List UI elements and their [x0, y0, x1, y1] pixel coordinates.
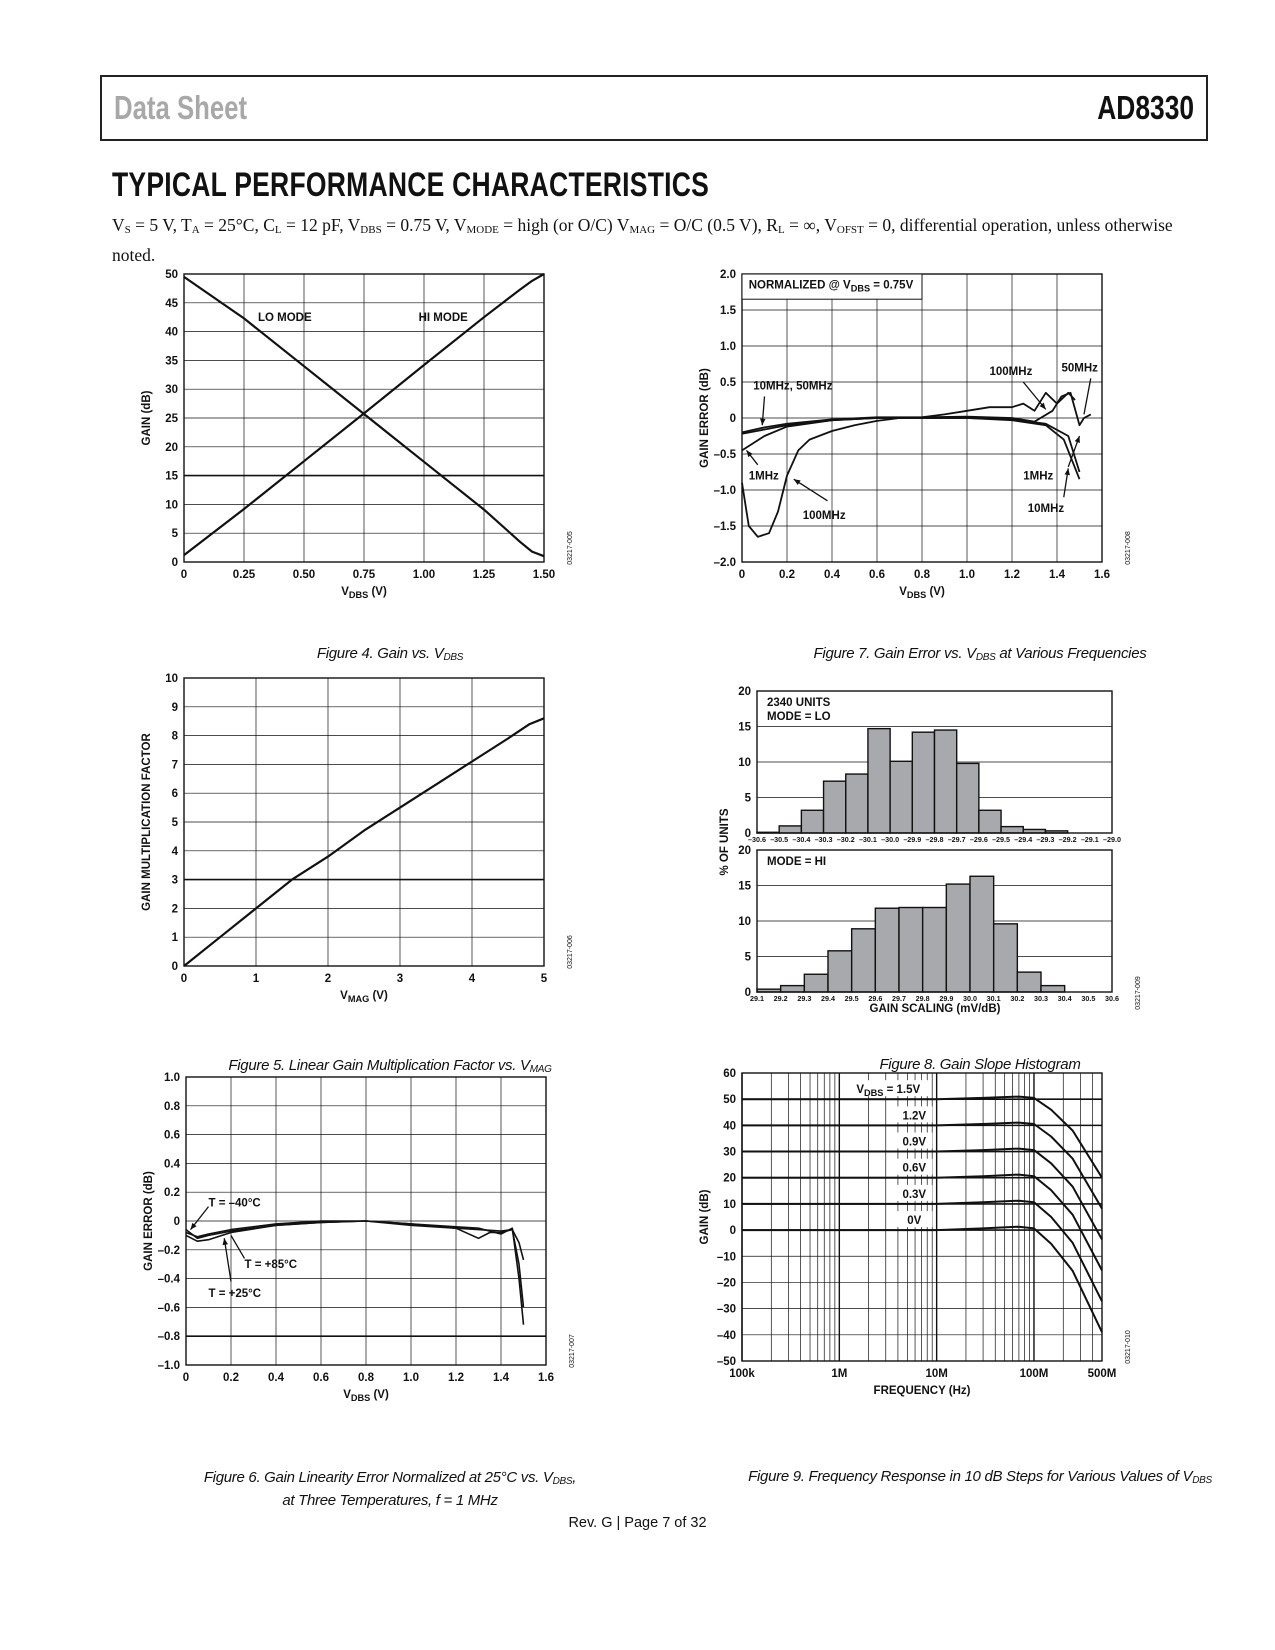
fig7-y-tick-label: 2.0 — [720, 269, 736, 281]
fig8-x-tick-label: –30.6 — [748, 835, 766, 844]
fig6-annotation: T = –40°C — [208, 1197, 261, 1210]
fig8-x-tick-label: 30.3 — [1034, 994, 1048, 1003]
fig8-bar — [923, 908, 947, 992]
fig8-panel-label: MODE = LO — [767, 711, 831, 723]
fig6-y-tick-label: 0.4 — [164, 1158, 180, 1171]
fig7-y-tick-label: –1.5 — [713, 521, 736, 533]
label-part: = 1.5V — [883, 1084, 921, 1097]
fig9-x-tick-label: 100M — [1019, 1368, 1049, 1380]
fig6-y-tick-label: –1.0 — [157, 1360, 180, 1372]
fig5-y-tick-label: 2 — [171, 903, 178, 916]
fig7-x-tick-label: 0.4 — [824, 569, 840, 581]
fig6-y-axis-label: GAIN ERROR (dB) — [143, 1171, 155, 1271]
fig5-x-tick-label: 0 — [180, 973, 188, 985]
fig8-bar — [801, 810, 823, 833]
fig8-bar — [804, 974, 828, 992]
fig8-figure-code: 03217-009 — [1135, 976, 1142, 1010]
fig5-y-tick-label: 4 — [171, 845, 178, 858]
fig4-y-tick-label: 25 — [165, 413, 178, 425]
fig5-x-tick-label: 4 — [468, 973, 476, 985]
fig7-y-tick-label: –2.0 — [713, 557, 736, 569]
fig7-y-axis-label: GAIN ERROR (dB) — [699, 368, 711, 468]
fig8-x-tick-label: –29.0 — [1103, 835, 1121, 844]
fig7-y-tick-label: –1.0 — [713, 485, 736, 497]
fig4-y-tick-label: 0 — [171, 557, 178, 569]
fig9-y-tick-label: 10 — [723, 1198, 736, 1211]
label-subscript: DBS — [348, 590, 369, 600]
figure-5-caption: Figure 5. Linear Gain Multiplication Factor vs. $V_{MAG}$ — [228, 1057, 552, 1075]
fig7-y-tick-label: 1.0 — [720, 341, 736, 353]
fig6-figure-code: 03217-007 — [569, 1334, 576, 1368]
fig6-y-tick-label: –0.2 — [157, 1244, 180, 1257]
fig7-arrow-head — [1075, 436, 1080, 443]
fig8-y-tick-label: 0 — [744, 987, 751, 999]
fig9-level-label: 0.6V — [902, 1162, 927, 1175]
fig6-arrow — [224, 1238, 231, 1281]
fig8-bar — [1017, 972, 1041, 992]
fig4-annotation: HI MODE — [418, 312, 468, 325]
fig8-x-tick-label: –29.5 — [992, 835, 1011, 844]
fig4-y-tick-label: 45 — [165, 297, 178, 310]
fig4-x-tick-label: 0.25 — [232, 569, 256, 581]
fig7-y-tick-label: –0.5 — [713, 449, 736, 461]
fig6-y-tick-label: –0.4 — [157, 1273, 180, 1286]
fig8-x-tick-label: –29.2 — [1058, 835, 1077, 844]
fig8-x-tick-label: 29.8 — [915, 994, 930, 1003]
fig7-leader — [1084, 378, 1091, 414]
fig4-x-tick-label: 1.50 — [532, 569, 556, 581]
fig8-bar — [970, 876, 994, 992]
fig4-y-tick-label: 35 — [165, 355, 178, 368]
fig6-x-axis-label — [343, 1389, 389, 1403]
fig6-x-tick-label: 0 — [182, 1372, 190, 1384]
fig4-x-axis-label — [341, 586, 387, 600]
fig7-x-tick-label: 0 — [738, 569, 746, 581]
fig7-normalization-note — [749, 279, 914, 293]
fig7-x-tick-label: 0.6 — [869, 569, 885, 581]
fig9-y-tick-label: 50 — [723, 1094, 736, 1107]
page-footer: Rev. G | Page 7 of 32 — [568, 1515, 707, 1531]
fig9-level-label: 0.9V — [902, 1136, 927, 1149]
fig6-chart — [143, 1072, 576, 1403]
fig7-arrow-head — [760, 419, 765, 426]
fig4-figure-code: 03217-005 — [567, 531, 574, 565]
label-part: (V) — [368, 586, 387, 598]
label-part: V — [343, 1389, 351, 1401]
fig6-leader — [231, 1235, 245, 1258]
fig8-x-tick-label: –29.4 — [1014, 835, 1033, 844]
fig4-y-tick-label: 50 — [165, 269, 178, 281]
fig8-bar — [781, 986, 805, 992]
fig4-x-tick-label: 1.00 — [412, 569, 436, 581]
fig8-x-tick-label: –29.6 — [969, 835, 988, 844]
figure-4-caption: Figure 4. Gain vs. $V_{DBS}$ — [316, 645, 464, 663]
fig7-y-tick-label: 0 — [729, 413, 736, 425]
fig9-series-0v — [742, 1227, 1102, 1333]
label-subscript: DBS — [850, 283, 871, 294]
fig4-y-axis-label: GAIN (dB) — [141, 390, 153, 446]
fig6-annotation: T = +25°C — [208, 1288, 262, 1300]
fig4-y-tick-label: 40 — [165, 326, 178, 339]
fig5-series-gain-factor — [184, 718, 544, 966]
fig8-x-tick-label: –29.8 — [925, 835, 944, 844]
fig9-y-axis-label: GAIN (dB) — [699, 1189, 711, 1245]
fig8-x-tick-label: –29.3 — [1036, 835, 1055, 844]
fig6-y-tick-label: 1.0 — [164, 1072, 180, 1084]
fig7-annotation: 10MHz — [1027, 503, 1065, 515]
fig5-figure-code: 03217-006 — [567, 935, 574, 969]
fig4-y-tick-label: 15 — [165, 470, 178, 483]
fig5-y-tick-label: 0 — [171, 961, 178, 973]
fig8-x-tick-label: –29.7 — [947, 835, 966, 844]
label-subscript: MAG — [347, 994, 370, 1004]
fig8-x-tick-label: 29.6 — [868, 994, 883, 1003]
fig7-x-tick-label: 1.4 — [1049, 569, 1065, 581]
fig8-x-tick-label: 29.9 — [939, 994, 954, 1003]
fig4-x-tick-label: 0 — [180, 569, 188, 581]
fig8-x-tick-label: 30.1 — [986, 994, 1001, 1003]
label-part: = 0.75V — [870, 279, 914, 292]
fig8-bar — [868, 729, 890, 833]
fig4-y-tick-label: 5 — [171, 528, 178, 541]
fig6-series — [186, 1221, 524, 1260]
fig8-bar — [1001, 827, 1023, 833]
fig6-x-tick-label: 1.6 — [538, 1372, 554, 1384]
fig8-bar — [1041, 986, 1065, 992]
fig8-bar — [852, 929, 876, 992]
fig9-y-tick-label: 60 — [723, 1068, 736, 1080]
label-part: V — [341, 586, 349, 598]
fig8-x-tick-label: 29.1 — [750, 994, 764, 1003]
fig8-bar — [946, 884, 970, 992]
label-subscript: DBS — [864, 1088, 884, 1099]
fig8-bar — [890, 761, 912, 833]
fig9-level-label: 0.3V — [902, 1188, 927, 1201]
fig7-y-tick-label: 0.5 — [720, 377, 736, 389]
fig8-x-tick-label: –30.4 — [792, 835, 811, 844]
fig8-bar — [935, 730, 957, 833]
fig4-x-tick-label: 0.50 — [292, 569, 316, 581]
fig5-y-tick-label: 10 — [165, 673, 178, 685]
fig8-bar — [875, 908, 899, 992]
label-part: NORMALIZED @ V — [748, 279, 851, 292]
fig8-bar — [846, 774, 868, 833]
fig6-x-tick-label: 1.0 — [403, 1372, 419, 1384]
fig9-level-label: 1.2V — [902, 1110, 927, 1123]
fig5-y-tick-label: 1 — [171, 932, 178, 945]
fig5-y-tick-label: 7 — [171, 759, 178, 772]
fig9-y-tick-label: 20 — [723, 1172, 736, 1185]
fig8-y-tick-label: 5 — [744, 951, 751, 964]
fig7-annotation: 100MHz — [989, 366, 1033, 379]
fig5-y-axis-label: GAIN MULTIPLICATION FACTOR — [141, 733, 153, 911]
fig5-x-tick-label: 2 — [324, 973, 332, 985]
fig9-y-tick-label: 40 — [723, 1120, 736, 1133]
fig6-x-tick-label: 1.2 — [448, 1372, 464, 1384]
label-subscript: DBS — [906, 590, 927, 600]
fig6-y-tick-label: –0.6 — [157, 1302, 180, 1315]
fig8-y-tick-label: 0 — [744, 828, 751, 840]
fig6-x-tick-label: 0.6 — [313, 1372, 329, 1384]
fig8-x-tick-label: 30.4 — [1057, 994, 1072, 1003]
fig6-x-tick-label: 0.2 — [223, 1372, 239, 1384]
header-doc-type: Data Sheet — [114, 89, 248, 126]
fig8-x-tick-label: 29.4 — [821, 994, 835, 1003]
fig9-y-tick-label: –30 — [716, 1303, 736, 1316]
fig9-x-tick-label: 10M — [925, 1368, 948, 1380]
fig8-y-axis-label: % OF UNITS — [719, 808, 731, 876]
fig8-bar — [828, 951, 852, 992]
fig4-y-tick-label: 10 — [165, 499, 178, 512]
fig9-x-tick-label: 500M — [1087, 1368, 1117, 1380]
fig7-series-100mhz — [742, 393, 1075, 537]
fig8-y-tick-label: 15 — [738, 880, 751, 893]
fig8-x-axis-label: GAIN SCALING (mV/dB) — [869, 1003, 1001, 1015]
fig7-annotation: 50MHz — [1061, 362, 1098, 375]
fig8-y-tick-label: 5 — [744, 792, 751, 805]
fig6-arrow-head — [223, 1238, 228, 1245]
fig6-y-tick-label: 0.8 — [164, 1100, 180, 1113]
fig8-x-tick-label: –30.3 — [814, 835, 833, 844]
fig6-y-tick-label: –0.8 — [157, 1331, 180, 1344]
fig7-x-tick-label: 0.8 — [914, 569, 930, 581]
fig9-x-tick-label: 1M — [831, 1368, 848, 1380]
fig9-y-tick-label: 0 — [729, 1225, 736, 1238]
fig7-y-tick-label: 1.5 — [720, 305, 736, 317]
fig7-annotation: 10MHz, 50MHz — [753, 380, 833, 393]
fig4-annotation: LO MODE — [257, 312, 312, 325]
fig6-y-tick-label: 0.6 — [164, 1129, 180, 1142]
fig8-bar — [994, 924, 1018, 992]
fig7-figure-code: 03217-008 — [1125, 531, 1132, 565]
fig7-annotation: 1MHz — [1023, 470, 1054, 483]
fig5-x-axis-label — [340, 990, 388, 1004]
label-part: (V) — [370, 1389, 389, 1401]
fig9-level-label: 0V — [907, 1215, 922, 1228]
fig9-x-tick-label: 100k — [729, 1368, 755, 1380]
fig5-y-tick-label: 6 — [171, 788, 178, 801]
fig8-y-tick-label: 15 — [738, 721, 751, 734]
figure-6-caption: Figure 6. Gain Linearity Error Normalized at 25°C vs. $V_{DBS}$, at Three Temperatures, f = 1 MHz — [203, 1469, 577, 1509]
fig8-x-tick-label: –30.1 — [858, 835, 877, 844]
fig5-y-tick-label: 9 — [171, 701, 178, 714]
fig8-y-tick-label: 10 — [738, 757, 751, 769]
fig5-y-tick-label: 5 — [171, 817, 178, 829]
section-title: TYPICAL PERFORMANCE CHARACTERISTICS — [112, 166, 710, 204]
fig8-bar — [912, 732, 934, 833]
fig8-x-tick-label: 30.5 — [1081, 994, 1096, 1003]
fig9-y-tick-label: –20 — [716, 1277, 736, 1290]
fig5-x-tick-label: 1 — [252, 973, 260, 985]
label-part: (V) — [926, 586, 945, 598]
fig8-panel-label: 2340 UNITS — [767, 697, 831, 709]
fig8-panel-label: MODE = HI — [767, 856, 827, 868]
fig5-y-tick-label: 3 — [171, 874, 178, 887]
fig8-y-tick-label: 20 — [738, 686, 751, 698]
fig8-bar — [899, 908, 923, 992]
fig8-x-tick-label: 29.5 — [844, 994, 859, 1003]
fig7-arrow-head — [1065, 468, 1070, 475]
figure-9-caption: Figure 9. Frequency Response in 10 dB Steps for Various Values of $V_{DBS}$ — [748, 1468, 1212, 1486]
fig8-chart — [719, 686, 1142, 1015]
fig4-chart — [141, 269, 574, 600]
fig6-y-tick-label: 0 — [173, 1216, 180, 1228]
fig9-y-tick-label: 30 — [723, 1146, 736, 1159]
fig8-bar — [779, 826, 801, 833]
label-part: V — [899, 586, 907, 598]
fig7-x-tick-label: 1.6 — [1094, 569, 1110, 581]
fig4-x-tick-label: 1.25 — [472, 569, 496, 581]
fig8-bar — [824, 781, 846, 833]
fig9-chart — [699, 1068, 1132, 1397]
fig8-x-tick-label: 30.0 — [963, 994, 977, 1003]
figure-8-caption: Figure 8. Gain Slope Histogram — [879, 1056, 1081, 1073]
fig9-y-tick-label: –10 — [716, 1251, 736, 1264]
fig8-y-tick-label: 10 — [738, 916, 751, 928]
fig8-x-tick-label: 29.3 — [797, 994, 812, 1003]
fig8-x-tick-label: –29.1 — [1080, 835, 1099, 844]
fig8-y-tick-label: 20 — [738, 845, 751, 857]
fig5-x-tick-label: 5 — [540, 973, 548, 985]
test-conditions: $V_S = 5$ V, $T_A = 25^\circ C$, $C_L = 12$ pF, $V_{DBS} = 0.75$ V, $V_{MODE}$ = high (or O/C) $V_{MAG} = O/C$ (0.5 V), $R_L$ = ∞, $V_{OFST} = 0$, differential operation, unless otherwise noted. — [112, 215, 1173, 265]
fig8-x-tick-label: –30.5 — [770, 835, 789, 844]
fig8-x-tick-label: 29.7 — [892, 994, 906, 1003]
label-part: V — [856, 1084, 865, 1097]
fig6-x-tick-label: 1.4 — [493, 1372, 509, 1384]
fig7-x-tick-label: 0.2 — [779, 569, 795, 581]
fig6-y-tick-label: 0.2 — [164, 1187, 180, 1200]
fig4-y-tick-label: 20 — [165, 441, 178, 454]
fig6-annotation: T = +85°C — [244, 1259, 298, 1272]
label-part: (V) — [369, 990, 388, 1002]
fig4-y-tick-label: 30 — [165, 384, 178, 397]
label-part: V — [340, 990, 348, 1002]
fig9-y-tick-label: –50 — [716, 1356, 736, 1368]
fig8-x-tick-label: –30.2 — [836, 835, 855, 844]
fig7-annotation: 100MHz — [802, 510, 846, 523]
fig4-x-tick-label: 0.75 — [352, 569, 376, 581]
fig8-x-tick-label: 30.6 — [1105, 994, 1119, 1003]
fig8-bar — [979, 810, 1001, 833]
label-subscript: DBS — [350, 1393, 371, 1403]
fig8-x-tick-label: 30.2 — [1010, 994, 1025, 1003]
fig5-y-tick-label: 8 — [171, 730, 178, 743]
fig5-x-tick-label: 3 — [396, 973, 404, 985]
fig7-chart — [699, 269, 1132, 600]
fig8-x-tick-label: 29.2 — [773, 994, 788, 1003]
fig7-x-axis-label — [899, 586, 945, 600]
fig8-x-tick-label: –29.9 — [903, 835, 922, 844]
fig7-x-tick-label: 1.2 — [1004, 569, 1020, 581]
figure-7-caption: Figure 7. Gain Error vs. $V_{DBS}$ at Various Frequencies — [813, 645, 1147, 663]
fig7-arrow-head — [794, 479, 801, 485]
fig9-y-tick-label: –40 — [716, 1329, 736, 1342]
fig8-bar — [957, 763, 979, 833]
fig9-figure-code: 03217-010 — [1125, 1330, 1132, 1364]
fig6-x-tick-label: 0.8 — [358, 1372, 374, 1384]
fig8-x-tick-label: –30.0 — [881, 835, 900, 844]
fig7-x-tick-label: 1.0 — [959, 569, 975, 581]
fig6-x-tick-label: 0.4 — [268, 1372, 284, 1384]
fig5-chart — [141, 673, 574, 1004]
header-part-number: AD8330 — [1097, 89, 1194, 126]
fig7-annotation: 1MHz — [748, 470, 779, 483]
fig9-x-axis-label: FREQUENCY (Hz) — [873, 1385, 971, 1397]
